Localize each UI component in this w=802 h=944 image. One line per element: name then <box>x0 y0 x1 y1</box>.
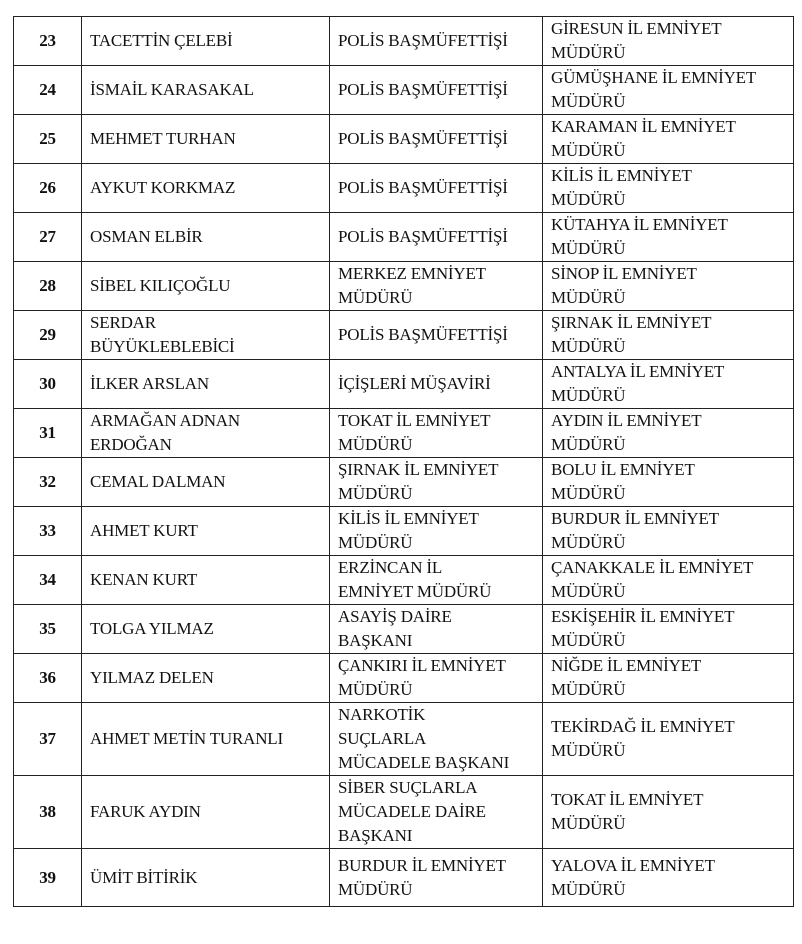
previous-position-line: KİLİS İL EMNİYET <box>338 509 479 528</box>
previous-position-cell <box>330 360 543 409</box>
previous-position-line: MERKEZ EMNİYET <box>338 264 486 283</box>
previous-position-cell <box>330 605 543 654</box>
row-number: 23 <box>14 17 82 66</box>
previous-position-cell <box>330 776 543 849</box>
new-position-cell <box>543 776 794 849</box>
table-row <box>14 115 794 164</box>
previous-position-cell <box>330 458 543 507</box>
new-position-line: MÜDÜRÜ <box>551 239 626 258</box>
table-row <box>14 213 794 262</box>
previous-position-cell <box>330 556 543 605</box>
new-position-cell <box>543 458 794 507</box>
person-name-cell <box>82 164 330 213</box>
row-number: 35 <box>14 605 82 654</box>
previous-position-line: MÜDÜRÜ <box>338 680 413 699</box>
person-name-line: ÜMİT BİTİRİK <box>90 867 198 887</box>
person-name-line: İLKER ARSLAN <box>90 374 209 393</box>
person-name-line: FARUK AYDIN <box>90 802 201 821</box>
previous-position-line: BURDUR İL EMNİYET <box>338 855 506 875</box>
person-name-cell <box>82 66 330 115</box>
person-name-cell <box>82 213 330 262</box>
table-row <box>14 17 794 66</box>
new-position-line: MÜDÜRÜ <box>551 533 626 552</box>
previous-position-cell <box>330 115 543 164</box>
previous-position-line: POLİS BAŞMÜFETTİŞİ <box>338 325 508 344</box>
previous-position-cell <box>330 703 543 776</box>
person-name-line: AYKUT KORKMAZ <box>90 178 236 197</box>
previous-position-line: POLİS BAŞMÜFETTİŞİ <box>338 129 508 148</box>
previous-position-cell <box>330 17 543 66</box>
new-position-cell <box>543 556 794 605</box>
row-number: 37 <box>14 703 82 776</box>
table-row <box>14 262 794 311</box>
new-position-cell <box>543 605 794 654</box>
new-position-cell <box>543 17 794 66</box>
person-name-line: BÜYÜKLEBLEBİCİ <box>90 337 235 356</box>
previous-position-cell <box>330 66 543 115</box>
new-position-cell <box>543 409 794 458</box>
new-position-line: MÜDÜRÜ <box>551 435 626 454</box>
previous-position-cell <box>330 654 543 703</box>
table-row <box>14 458 794 507</box>
new-position-line: TEKİRDAĞ İL EMNİYET <box>551 717 735 736</box>
person-name-line: SİBEL KILIÇOĞLU <box>90 276 231 295</box>
new-position-line: GİRESUN İL EMNİYET <box>551 19 722 38</box>
new-position-line: ÇANAKKALE İL EMNİYET <box>551 558 754 577</box>
previous-position-line: ASAYİŞ DAİRE <box>338 607 452 626</box>
previous-position-cell <box>330 311 543 360</box>
appointments-table-body <box>14 17 794 907</box>
table-row <box>14 66 794 115</box>
new-position-line: ŞIRNAK İL EMNİYET <box>551 313 712 332</box>
row-number: 27 <box>14 213 82 262</box>
previous-position-line: SİBER SUÇLARLA <box>338 778 478 797</box>
previous-position-cell <box>330 164 543 213</box>
person-name-cell <box>82 360 330 409</box>
previous-position-line: ÇANKIRI İL EMNİYET <box>338 656 506 675</box>
new-position-line: MÜDÜRÜ <box>551 288 626 307</box>
new-position-cell <box>543 849 794 907</box>
new-position-line: KARAMAN İL EMNİYET <box>551 117 736 136</box>
row-number: 30 <box>14 360 82 409</box>
previous-position-line: ŞIRNAK İL EMNİYET <box>338 460 499 479</box>
new-position-line: BOLU İL EMNİYET <box>551 460 695 479</box>
new-position-line: TOKAT İL EMNİYET <box>551 790 704 809</box>
table-row <box>14 849 794 907</box>
table-row <box>14 776 794 849</box>
new-position-line: MÜDÜRÜ <box>551 190 626 209</box>
previous-position-line: MÜDÜRÜ <box>338 533 413 552</box>
new-position-line: GÜMÜŞHANE İL EMNİYET <box>551 68 757 87</box>
previous-position-line: MÜDÜRÜ <box>338 288 413 307</box>
person-name-cell <box>82 409 330 458</box>
previous-position-line: İÇİŞLERİ MÜŞAVİRİ <box>338 374 491 393</box>
previous-position-line: TOKAT İL EMNİYET <box>338 411 491 430</box>
person-name-line: TOLGA YILMAZ <box>90 619 214 638</box>
new-position-line: ANTALYA İL EMNİYET <box>551 362 725 381</box>
table-row <box>14 507 794 556</box>
row-number: 36 <box>14 654 82 703</box>
new-position-line: ESKİŞEHİR İL EMNİYET <box>551 607 735 626</box>
previous-position-line: MÜCADELE BAŞKANI <box>338 753 510 772</box>
person-name-line: CEMAL DALMAN <box>90 472 226 491</box>
previous-position-line: POLİS BAŞMÜFETTİŞİ <box>338 227 508 246</box>
new-position-cell <box>543 654 794 703</box>
appointments-table <box>13 16 794 907</box>
person-name-cell <box>82 458 330 507</box>
previous-position-line: MÜDÜRÜ <box>338 879 413 899</box>
row-number: 31 <box>14 409 82 458</box>
person-name-cell <box>82 703 330 776</box>
new-position-line: MÜDÜRÜ <box>551 814 626 833</box>
person-name-cell <box>82 507 330 556</box>
new-position-cell <box>543 507 794 556</box>
table-row <box>14 703 794 776</box>
row-number: 38 <box>14 776 82 849</box>
new-position-cell <box>543 66 794 115</box>
new-position-cell <box>543 213 794 262</box>
table-row <box>14 556 794 605</box>
previous-position-line: NARKOTİK <box>338 705 426 724</box>
person-name-line: KENAN KURT <box>90 570 197 589</box>
person-name-cell <box>82 849 330 907</box>
table-row <box>14 605 794 654</box>
person-name-line: İSMAİL KARASAKAL <box>90 80 254 99</box>
new-position-line: AYDIN İL EMNİYET <box>551 411 702 430</box>
new-position-line: YALOVA İL EMNİYET <box>551 855 715 875</box>
table-row <box>14 164 794 213</box>
person-name-line: TACETTİN ÇELEBİ <box>90 31 233 50</box>
person-name-cell <box>82 17 330 66</box>
row-number: 33 <box>14 507 82 556</box>
new-position-cell <box>543 164 794 213</box>
person-name-line: MEHMET TURHAN <box>90 129 236 148</box>
row-number: 28 <box>14 262 82 311</box>
new-position-cell <box>543 262 794 311</box>
new-position-line: KİLİS İL EMNİYET <box>551 166 692 185</box>
previous-position-line: ERZİNCAN İL <box>338 558 443 577</box>
table-row <box>14 654 794 703</box>
new-position-line: MÜDÜRÜ <box>551 631 626 650</box>
previous-position-cell <box>330 849 543 907</box>
person-name-cell <box>82 776 330 849</box>
previous-position-line: MÜDÜRÜ <box>338 484 413 503</box>
row-number: 32 <box>14 458 82 507</box>
row-number: 39 <box>14 849 82 907</box>
row-number: 25 <box>14 115 82 164</box>
new-position-line: MÜDÜRÜ <box>551 43 626 62</box>
row-number: 29 <box>14 311 82 360</box>
table-row <box>14 409 794 458</box>
new-position-line: MÜDÜRÜ <box>551 386 626 405</box>
person-name-line: OSMAN ELBİR <box>90 227 203 246</box>
person-name-line: YILMAZ DELEN <box>90 668 214 687</box>
row-number: 26 <box>14 164 82 213</box>
previous-position-cell <box>330 213 543 262</box>
new-position-line: MÜDÜRÜ <box>551 879 626 899</box>
person-name-line: AHMET METİN TURANLI <box>90 729 283 748</box>
previous-position-line: MÜDÜRÜ <box>338 435 413 454</box>
person-name-line: ERDOĞAN <box>90 435 172 454</box>
new-position-line: MÜDÜRÜ <box>551 484 626 503</box>
new-position-line: MÜDÜRÜ <box>551 741 626 760</box>
person-name-line: SERDAR <box>90 313 156 332</box>
person-name-cell <box>82 556 330 605</box>
row-number: 34 <box>14 556 82 605</box>
new-position-line: MÜDÜRÜ <box>551 141 626 160</box>
previous-position-line: BAŞKANI <box>338 631 413 650</box>
new-position-line: MÜDÜRÜ <box>551 680 626 699</box>
previous-position-line: BAŞKANI <box>338 826 413 845</box>
person-name-line: AHMET KURT <box>90 521 198 540</box>
new-position-line: MÜDÜRÜ <box>551 582 626 601</box>
new-position-cell <box>543 703 794 776</box>
person-name-line: ARMAĞAN ADNAN <box>90 411 240 430</box>
previous-position-cell <box>330 507 543 556</box>
person-name-cell <box>82 262 330 311</box>
new-position-line: KÜTAHYA İL EMNİYET <box>551 215 728 234</box>
previous-position-line: SUÇLARLA <box>338 729 427 748</box>
previous-position-line: EMNİYET MÜDÜRÜ <box>338 582 492 601</box>
new-position-cell <box>543 115 794 164</box>
table-row <box>14 360 794 409</box>
new-position-cell <box>543 311 794 360</box>
new-position-line: SİNOP İL EMNİYET <box>551 264 697 283</box>
previous-position-line: POLİS BAŞMÜFETTİŞİ <box>338 178 508 197</box>
person-name-cell <box>82 311 330 360</box>
previous-position-cell <box>330 409 543 458</box>
new-position-line: NİĞDE İL EMNİYET <box>551 656 702 675</box>
new-position-line: MÜDÜRÜ <box>551 337 626 356</box>
new-position-line: MÜDÜRÜ <box>551 92 626 111</box>
new-position-line: BURDUR İL EMNİYET <box>551 509 719 528</box>
previous-position-line: MÜCADELE DAİRE <box>338 802 486 821</box>
previous-position-line: POLİS BAŞMÜFETTİŞİ <box>338 80 508 99</box>
person-name-cell <box>82 605 330 654</box>
previous-position-cell <box>330 262 543 311</box>
person-name-cell <box>82 115 330 164</box>
person-name-cell <box>82 654 330 703</box>
table-row <box>14 311 794 360</box>
previous-position-line: POLİS BAŞMÜFETTİŞİ <box>338 31 508 50</box>
row-number: 24 <box>14 66 82 115</box>
new-position-cell <box>543 360 794 409</box>
